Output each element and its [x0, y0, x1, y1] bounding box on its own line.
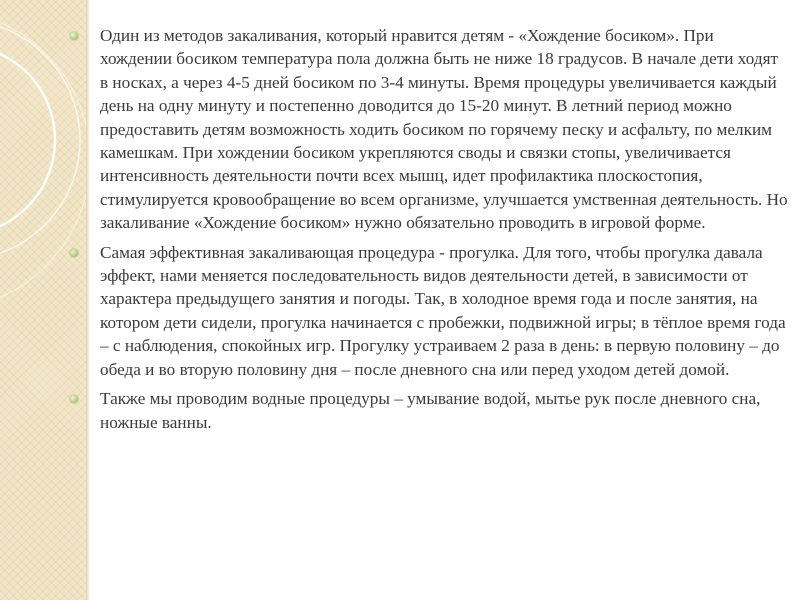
slide-content [66, 24, 788, 440]
bullet-item [66, 241, 788, 381]
bullet-dot-icon [70, 249, 78, 257]
bullet-text: Также мы проводим водные процедуры – умывание водой, мытье рук после дневного сна, ножные ванны. [100, 389, 761, 432]
bullet-item [66, 387, 788, 434]
bullet-item [66, 24, 788, 235]
bullet-text: Самая эффективная закаливающая процедура - прогулка. Для того, чтобы прогулка давала эффект, нами меняется последовательность видов деятельности детей, в зависимости от характера предыдущего занятия и погоды. Так, в холодное время года и после занятия, на котором дети сидели, прогулка начинается с пробежки, подвижной игры; в тёплое время года – с наблюдения, спокойных игр. Прогулку устраиваем 2 раза в день: в первую половину – до обеда и во вторую половину дня – после дневного сна или перед уходом детей домой. [100, 242, 786, 379]
bullet-dot-icon [70, 32, 78, 40]
bullet-text: Один из методов закаливания, который нравится детям - «Хождение босиком». При хождении босиком температура пола должна быть не ниже 18 градусов. В начале дети ходят в носках, а через 4-5 дней босиком по 3-4 минуты. Время процедуры увеличивается каждый день на одну минуту и постепенно доводится до 15-20 минут. В летний период можно предоставить детям возможность ходить босиком по горячему песку и асфальту, по мелким камешкам. При хождении босиком укрепляются своды и связки стопы, увеличивается интенсивность деятельности почти всех мышц, идет профилактика плоскостопия, стимулируется кровообращение во всем организме, улучшается умственная деятельность. Но закаливание «Хождение босиком» нужно обязательно проводить в игровой форме. [100, 26, 788, 233]
decorative-arc-1 [0, 45, 55, 235]
bullet-dot-icon [70, 395, 78, 403]
